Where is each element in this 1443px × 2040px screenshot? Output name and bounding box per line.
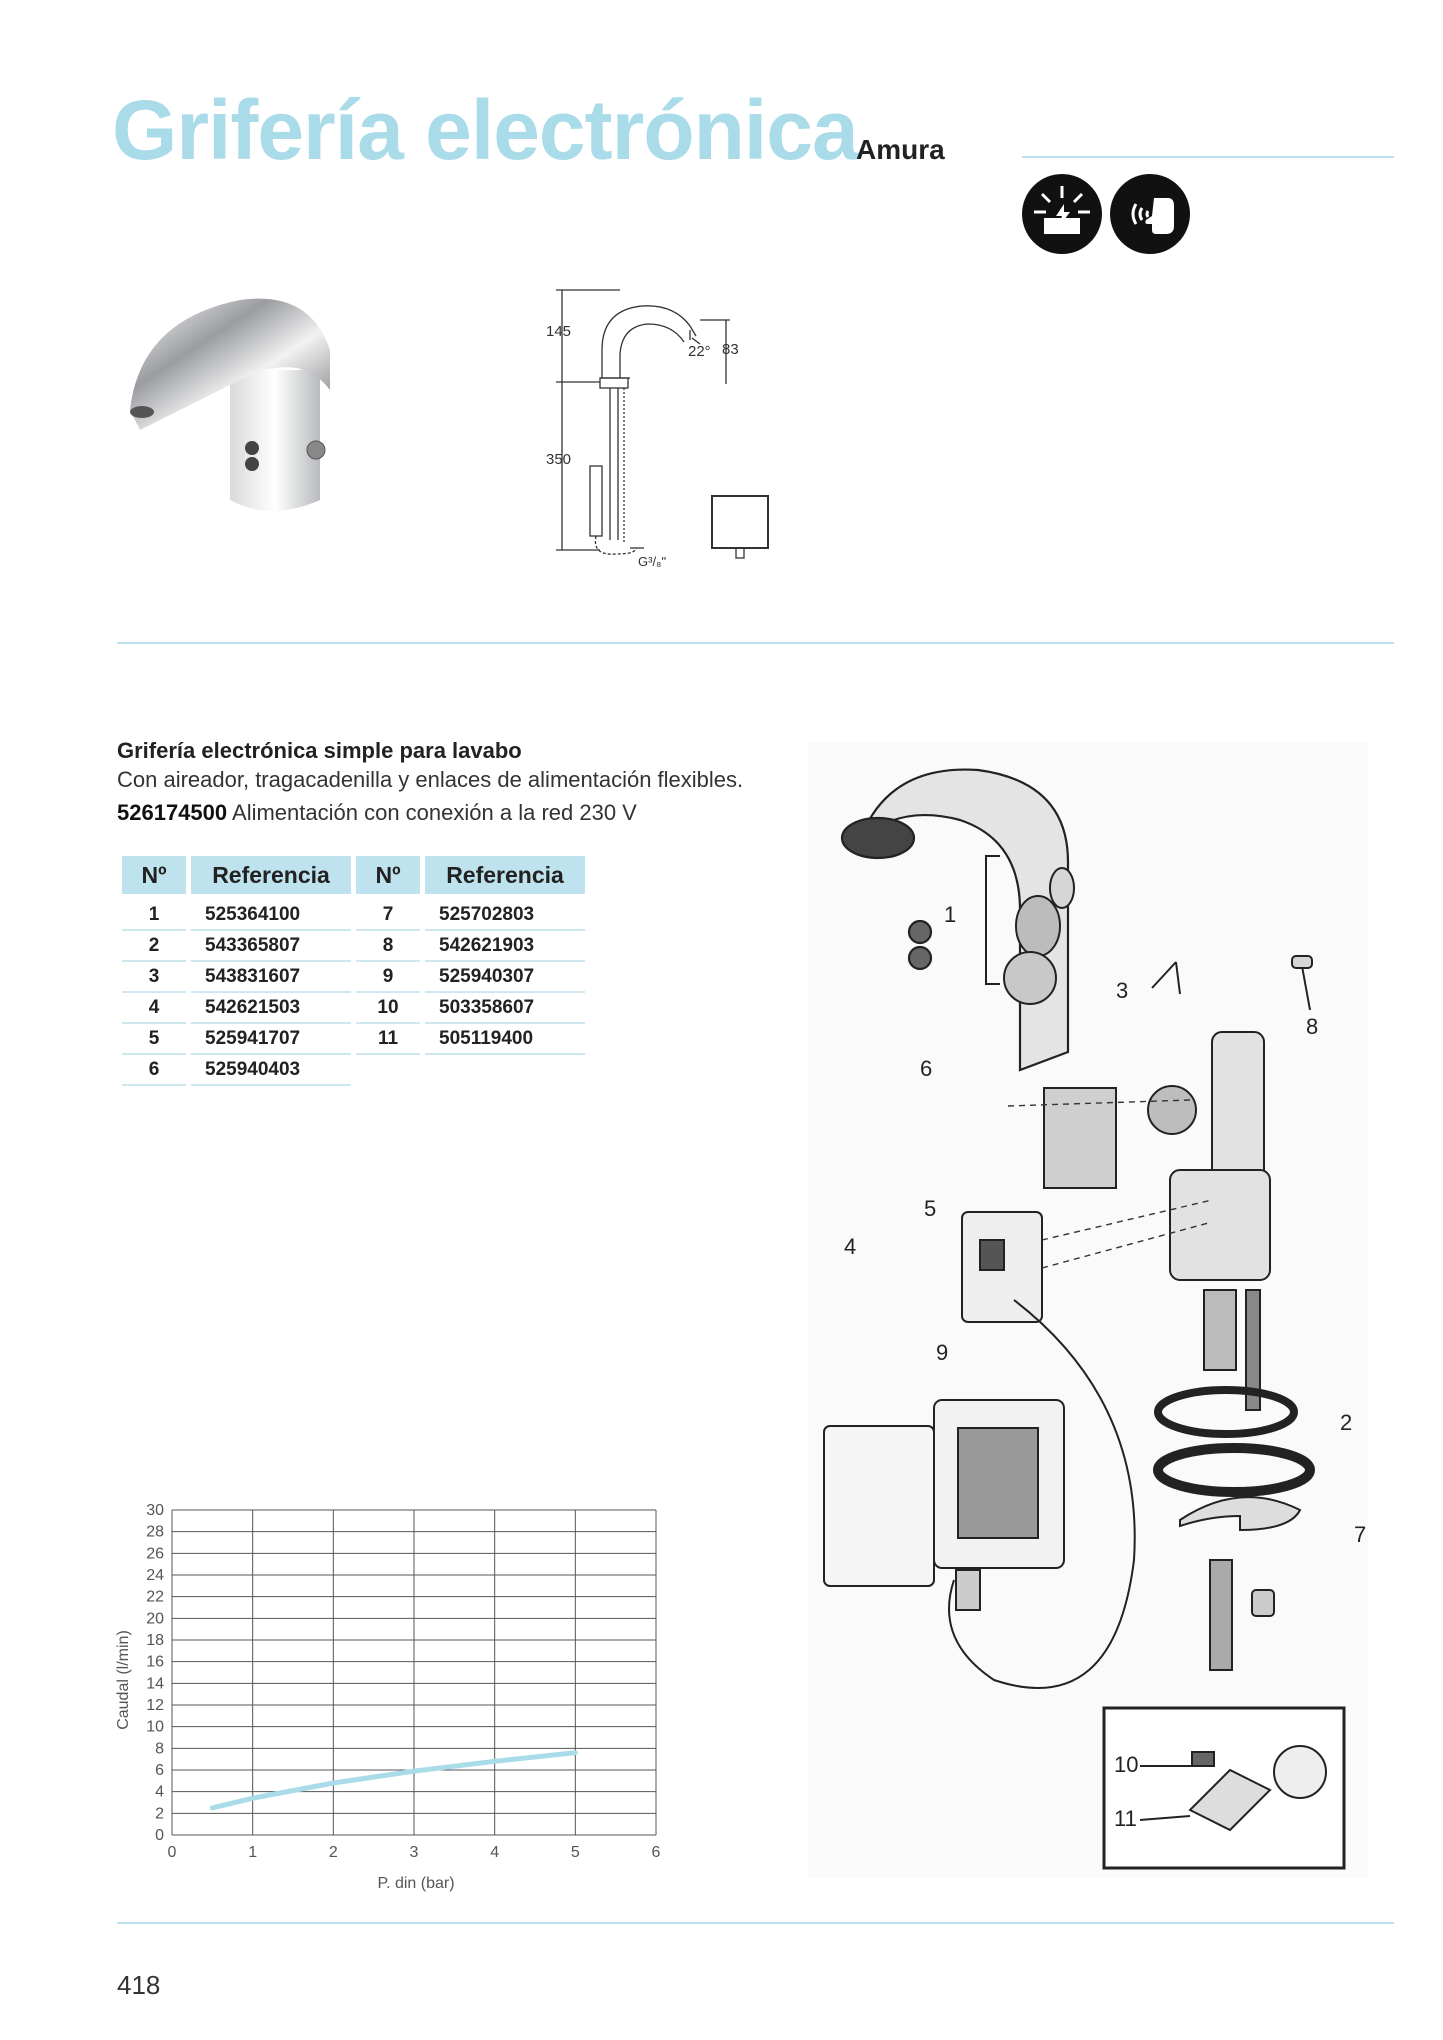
table-row: 3 543831607 9 525940307 (122, 962, 585, 993)
table-row: 1 525364100 7 525702803 (122, 894, 585, 931)
chart-y-tick-label: 24 (146, 1567, 164, 1584)
diagram-label-8: 8 (1306, 1014, 1319, 1039)
flow-pressure-chart (100, 1490, 680, 1900)
dimension-145: 145 (546, 323, 572, 340)
lightning-bolt-icon (1022, 174, 1102, 254)
dimension-thread: G³/₈" (638, 554, 667, 569)
product-photo (120, 280, 360, 540)
table-row: 5 525941707 11 505119400 (122, 1024, 585, 1055)
table-row: 2 543365807 8 542621903 (122, 931, 585, 962)
table-header: Nº (122, 856, 186, 894)
table-header: Referencia (425, 856, 585, 894)
chart-y-tick-label: 14 (146, 1675, 164, 1693)
chart-y-tick-label: 6 (155, 1762, 164, 1779)
diagram-label-5: 5 (924, 1196, 937, 1221)
chart-x-tick-label: 5 (570, 1844, 580, 1861)
product-code-line (117, 800, 637, 826)
diagram-label-3: 3 (1116, 978, 1129, 1003)
page-title: Grifería electrónica (112, 83, 858, 177)
chart-y-axis-label: Caudal (l/min) (115, 1630, 132, 1730)
chart-y-tick-label: 0 (155, 1827, 164, 1844)
product-line-name: Amura (856, 134, 945, 165)
exploded-parts-diagram (808, 742, 1368, 1878)
chart-x-tick-label: 1 (248, 1844, 258, 1861)
chart-y-tick-label: 20 (146, 1610, 164, 1628)
dimension-350: 350 (546, 451, 572, 468)
footer-divider (117, 1922, 1394, 1924)
chart-y-tick-label: 4 (155, 1783, 164, 1801)
flow-curve-line (212, 1753, 575, 1808)
chart-y-tick-label: 26 (146, 1545, 164, 1563)
header-divider (1022, 156, 1394, 158)
dimension-angle: 22° (688, 343, 711, 360)
dimension-drawing (540, 280, 800, 590)
chart-y-tick-label: 28 (146, 1523, 164, 1541)
chart-x-tick-label: 6 (651, 1844, 661, 1861)
chart-y-tick-label: 18 (146, 1632, 164, 1649)
chart-y-tick-label: 22 (146, 1588, 164, 1606)
chart-y-tick-label: 16 (146, 1653, 164, 1671)
chart-x-axis-label: P. din (bar) (377, 1875, 455, 1892)
dimension-83: 83 (722, 341, 739, 358)
chart-y-tick-label: 10 (146, 1718, 164, 1736)
table-header: Referencia (191, 856, 351, 894)
parts-table (117, 856, 590, 1086)
chart-y-tick-label: 8 (155, 1740, 164, 1758)
chart-y-tick-label: 2 (155, 1805, 164, 1823)
chart-x-tick-label: 0 (167, 1844, 177, 1861)
diagram-label-10: 10 (1114, 1752, 1139, 1777)
table-header: Nº (356, 856, 420, 894)
diagram-label-4: 4 (844, 1234, 857, 1259)
diagram-label-6: 6 (920, 1056, 933, 1081)
product-code-description: Alimentación con conexión a la red 230 V (232, 800, 637, 825)
product-description: Con aireador, tragacadenilla y enlaces de alimentación flexibles. (117, 767, 744, 792)
section-divider (117, 642, 1394, 644)
table-row: 6 525940403 (122, 1055, 585, 1086)
diagram-label-7: 7 (1354, 1522, 1367, 1547)
diagram-label-1: 1 (944, 902, 957, 927)
chart-x-tick-label: 4 (490, 1844, 500, 1861)
chart-x-tick-label: 2 (328, 1844, 338, 1861)
diagram-label-2: 2 (1340, 1410, 1353, 1435)
diagram-label-11: 11 (1114, 1806, 1137, 1831)
product-code: 526174500 (117, 800, 228, 825)
diagram-label-9: 9 (936, 1340, 949, 1365)
hand-sensor-icon (1110, 174, 1190, 254)
table-row: 4 542621503 10 503358607 (122, 993, 585, 1024)
chart-y-tick-label: 12 (146, 1697, 164, 1714)
chart-x-tick-label: 3 (409, 1844, 419, 1861)
product-name: Grifería electrónica simple para lavabo (117, 738, 522, 763)
page-number: 418 (117, 1970, 161, 2000)
chart-y-tick-label: 30 (146, 1502, 164, 1519)
